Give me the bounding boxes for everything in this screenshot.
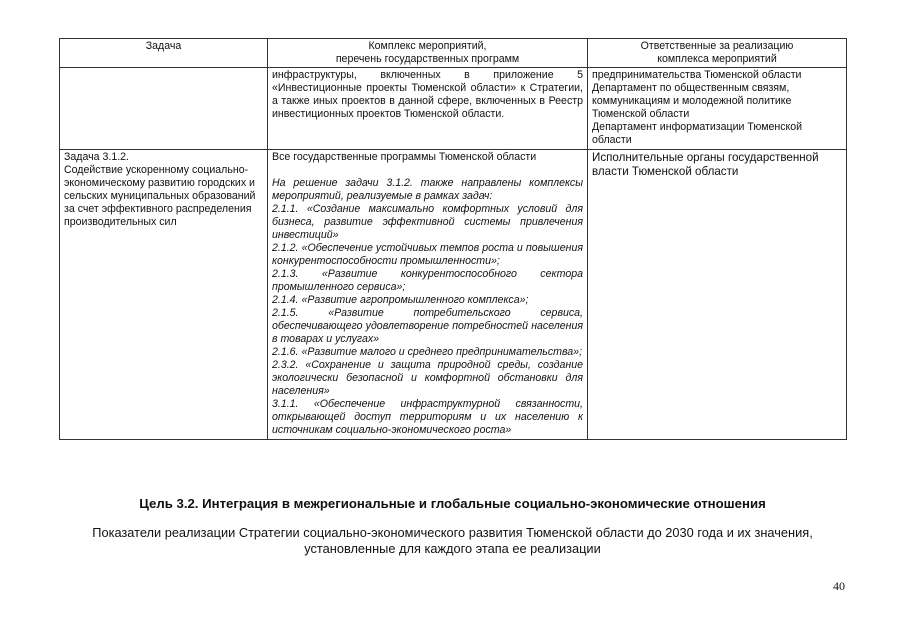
row2-programs-cell <box>268 150 588 440</box>
program-item: 2.1.4. «Развитие агропромышленного комплекса»; <box>272 294 529 306</box>
programs-intro: Все государственные программы Тюменской области <box>272 151 537 163</box>
table-header-row <box>60 39 847 68</box>
task-text: Содействие ускоренному социально-экономическому развитию городских и сельских муниципальных образований за счет эффективного распределения производительных сил <box>64 164 256 228</box>
table-row <box>60 150 847 440</box>
header-responsible: Ответственные за реализацию комплекса мероприятий <box>588 39 847 68</box>
program-item: 2.1.3. «Развитие конкурентоспособного сектора промышленного сервиса»; <box>272 268 583 293</box>
table-row <box>60 68 847 150</box>
row2-task-cell <box>60 150 268 440</box>
program-item: 2.1.2. «Обеспечение устойчивых темпов роста и повышения конкурентоспособности промышленности»; <box>272 242 583 267</box>
indicators-heading: Показатели реализации Стратегии социально-экономического развития Тюменской области до 2030 года и их значения, установленные для каждого этапа ее реализации <box>92 525 813 556</box>
row1-programs-cell: инфраструктуры, включенных в приложение 5 «Инвестиционные проекты Тюменской области» к Стратегии, а также иных проектов в данной сфере, включенных в Реестр инвестиционных проектов Тюменской области. <box>268 68 588 150</box>
program-item: 2.1.6. «Развитие малого и среднего предпринимательства»; <box>272 346 583 358</box>
row1-responsible-line: Департамент по общественным связям, коммуникациям и молодежной политике Тюменской области <box>592 82 792 120</box>
header-task: Задача <box>60 39 268 68</box>
program-item: 2.3.2. «Сохранение и защита природной среды, создание экологически безопасной и комфортной обстановки для населения» <box>272 359 583 397</box>
row1-task-cell <box>60 68 268 150</box>
row1-responsible-cell <box>588 68 847 150</box>
page-number: 40 <box>833 579 845 593</box>
goal-heading: Цель 3.2. Интеграция в межрегиональные и глобальные социально-экономические отношения <box>139 496 766 511</box>
row1-responsible-line: предпринимательства Тюменской области <box>592 69 802 81</box>
program-item: 2.1.5. «Развитие потребительского сервиса, обеспечивающего удовлетворение потребностей населения в товарах и услугах» <box>272 307 583 345</box>
program-item: 2.1.1. «Создание максимально комфортных условий для бизнеса, развитие эффективной системы привлечения инвестиций» <box>272 203 583 241</box>
strategy-table <box>59 38 847 440</box>
header-programs: Комплекс мероприятий, перечень государственных программ <box>268 39 588 68</box>
row2-responsible-cell: Исполнительные органы государственной власти Тюменской области <box>588 150 847 440</box>
program-item: 3.1.1. «Обеспечение инфраструктурной связанности, открывающей доступ территориям и их населению к источникам социально-экономического роста» <box>272 398 583 436</box>
programs-note: На решение задачи 3.1.2. также направлены комплексы мероприятий, реализуемые в рамках задач: <box>272 177 583 202</box>
task-title: Задача 3.1.2. <box>64 151 129 163</box>
row1-responsible-line: Департамент информатизации Тюменской области <box>592 121 803 146</box>
